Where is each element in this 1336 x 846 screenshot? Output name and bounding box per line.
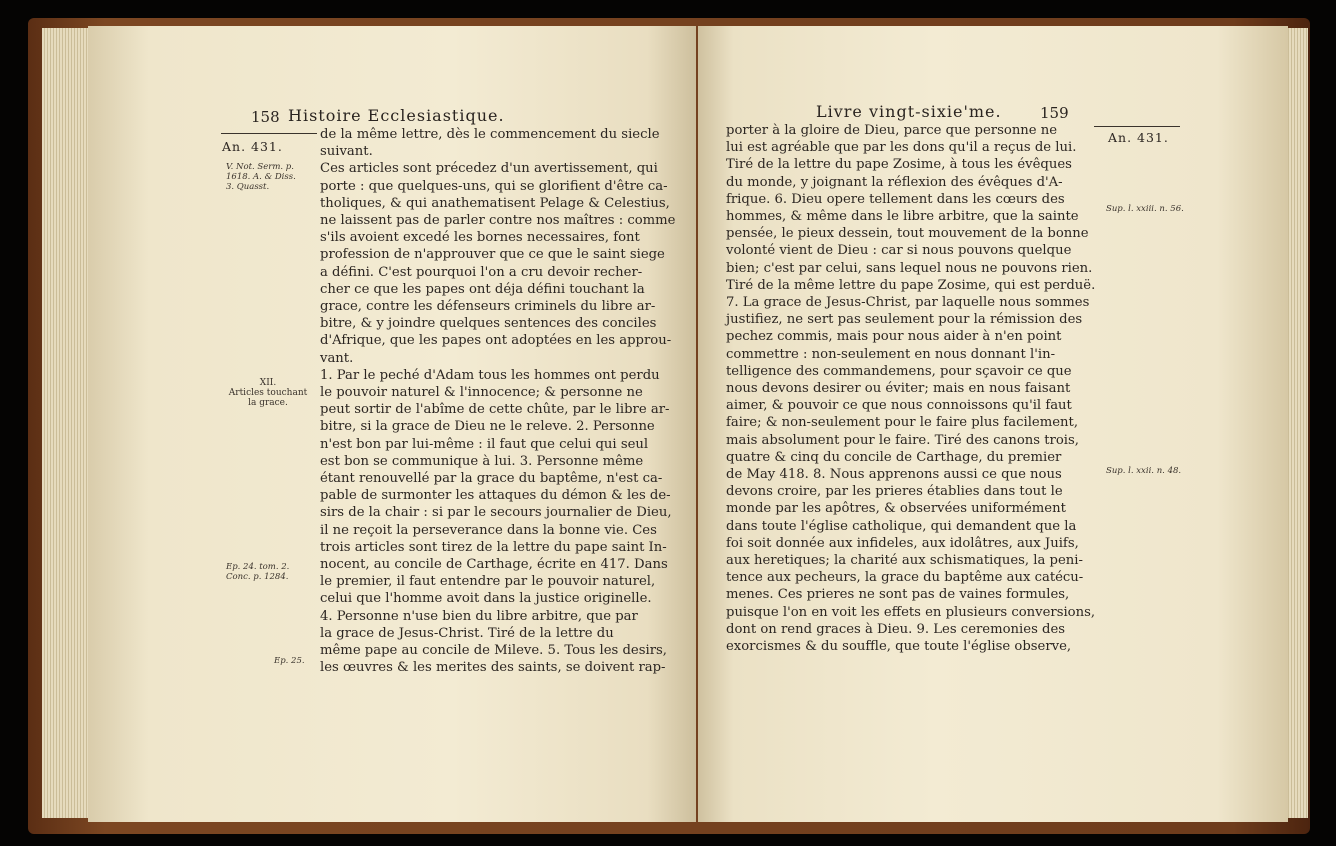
left-page-line: est bon se communique à lui. 3. Personne même <box>320 453 644 469</box>
left-page-line: s'ils avoient excedé les bornes necessaires, font <box>320 230 640 246</box>
margin-note-ref-1: V. Not. Serm. p. 1618. A. & Diss. 3. Quasst. <box>226 162 296 192</box>
left-page-line: de la même lettre, dès le commencement du siecle <box>320 127 660 142</box>
right-page-line: quatre & cinq du concile de Carthage, du premier <box>726 449 1062 465</box>
left-page-line: le premier, il faut entendre par le pouvoir naturel, <box>320 574 656 590</box>
year-rule <box>221 133 317 134</box>
right-page-line: justifiez, ne sert pas seulement pour la rémission des <box>726 312 1083 328</box>
left-page-line: même pape au concile de Mileve. 5. Tous les desirs, <box>320 643 667 659</box>
left-page-line: la grace de Jesus-Christ. Tiré de la lettre du <box>320 625 614 641</box>
left-page-line: d'Afrique, que les papes ont adoptées en les approu- <box>320 333 672 349</box>
right-year-label: An. 431. <box>1108 130 1169 145</box>
left-page-line: pable de surmonter les attaques du démon & les de- <box>320 488 671 504</box>
right-page-line: menes. Ces prieres ne sont pas de vaines formules, <box>726 587 1070 603</box>
right-page-line: volonté vient de Dieu : car si nous pouvons quelque <box>726 243 1072 259</box>
right-body-text <box>726 122 1095 655</box>
left-page-line: il ne reçoit la perseverance dans la bonne vie. Ces <box>320 522 657 538</box>
right-page-line: de May 418. 8. Nous apprenons aussi ce que nous <box>726 467 1062 483</box>
right-page-line: puisque l'on en voit les effets en plusieurs conversions, <box>726 604 1096 620</box>
left-page-line: suivant. <box>320 144 373 160</box>
left-page-line: tholiques, & qui anathematisent Pelage & Celestius, <box>320 195 670 211</box>
left-running-header: Histoire Ecclesiastique. <box>288 106 505 125</box>
right-page-line: lui est agréable que par les dons qu'il a reçus de lui. <box>726 140 1077 156</box>
left-page-line: vant. <box>320 350 354 366</box>
right-page-line: 7. La grace de Jesus-Christ, par laquelle nous sommes <box>726 295 1090 311</box>
left-page-line: bitre, si la grace de Dieu ne le releve. 2. Personne <box>320 419 655 435</box>
left-page <box>88 26 696 822</box>
right-running-header: Livre vingt-sixie'me. <box>816 102 1002 121</box>
section-title-cont: la grace. <box>248 398 288 408</box>
right-page-line: monde par les apôtres, & observées uniformément <box>726 501 1066 517</box>
left-page-line: grace, contre les défenseurs criminels du libre ar- <box>320 299 656 315</box>
right-page-line: dont on rend graces à Dieu. 9. Les ceremonies des <box>726 621 1066 637</box>
right-page-line: foi soit donnée aux infideles, aux idolâtres, aux Juifs, <box>726 535 1079 551</box>
margin-note-sup-1: Sup. l. xxiii. n. 56. <box>1106 204 1184 214</box>
left-page-number: 158 <box>251 108 280 126</box>
right-page-line: porter à la gloire de Dieu, parce que personne ne <box>726 123 1058 138</box>
right-page-line: frique. 6. Dieu opere tellement dans les cœurs des <box>726 191 1065 207</box>
right-page-line: tence aux pecheurs, la grace du baptême aux catécu- <box>726 570 1084 586</box>
right-page-line: pensée, le pieux dessein, tout mouvement de la bonne <box>726 226 1089 242</box>
right-page-line: mais absolument pour le faire. Tiré des canons trois, <box>726 432 1079 448</box>
right-page-line: aux heretiques; la charité aux schismatiques, la peni- <box>726 553 1083 569</box>
open-book <box>28 18 1310 834</box>
section-heading <box>218 378 318 408</box>
right-page-line: du monde, y joignant la réflexion des évêques d'A- <box>726 174 1063 190</box>
right-page-line: Tiré de la même lettre du pape Zosime, qui est perduë. <box>726 277 1096 293</box>
left-page-edges <box>42 28 90 818</box>
right-page-line: telligence des commandemens, pour sçavoir ce que <box>726 363 1072 379</box>
left-page-line: 4. Personne n'use bien du libre arbitre, que par <box>320 608 638 624</box>
right-page-line: exorcismes & du souffle, que toute l'église observe, <box>726 639 1072 655</box>
left-page-line: profession de n'approuver que ce que le saint siege <box>320 247 665 263</box>
left-page-line: porte : que quelques-uns, qui se glorifient d'être ca- <box>320 178 668 194</box>
left-page-line: bitre, & y joindre quelques sentences des conciles <box>320 316 657 332</box>
left-page-line: étant renouvellé par la grace du baptême, n'est ca- <box>320 471 663 487</box>
left-page-line: celui que l'homme avoit dans la justice originelle. <box>320 591 652 607</box>
right-page-line: commettre : non-seulement en nous donnant l'in- <box>726 346 1056 362</box>
margin-note-ref-3: Ep. 25. <box>274 656 305 666</box>
left-page-line: cher ce que les papes ont déja défini touchant la <box>320 281 645 297</box>
right-page-edges <box>1286 28 1308 818</box>
section-number: XII. <box>259 378 277 388</box>
left-page-line: 1. Par le peché d'Adam tous les hommes ont perdu <box>320 367 660 383</box>
right-page-number: 159 <box>1040 104 1069 122</box>
right-page-line: aimer, & pouvoir ce que nous connoissons qu'il faut <box>726 398 1072 414</box>
left-page-line: le pouvoir naturel & l'innocence; & personne ne <box>320 385 643 401</box>
left-page-line: Ces articles sont précedez d'un avertissement, qui <box>320 161 658 177</box>
right-page-line: hommes, & même dans le libre arbitre, que la sainte <box>726 209 1079 225</box>
margin-note-ref-2: Ep. 24. tom. 2. Conc. p. 1284. <box>226 562 290 582</box>
left-page-line: les œuvres & les merites des saints, se doivent rap- <box>320 660 666 676</box>
left-page-line: peut sortir de l'abîme de cette chûte, par le libre ar- <box>320 402 670 418</box>
left-page-line: n'est bon par lui-même : il faut que celui qui seul <box>320 436 649 452</box>
section-title: Articles touchant <box>228 388 308 398</box>
right-page <box>698 26 1288 822</box>
left-page-line: a défini. C'est pourquoi l'on a cru devoir recher- <box>320 264 643 280</box>
left-page-line: nocent, au concile de Carthage, écrite en 417. Dans <box>320 557 668 573</box>
right-page-line: dans toute l'église catholique, qui demandent que la <box>726 518 1077 534</box>
year-rule-right <box>1094 126 1180 127</box>
left-year-label: An. 431. <box>222 139 283 154</box>
right-page-line: faire; & non-seulement pour le faire plus facilement, <box>726 415 1079 431</box>
right-page-line: Tiré de la lettre du pape Zosime, à tous les évêques <box>726 157 1072 173</box>
left-page-line: sirs de la chair : si par le secours journalier de Dieu, <box>320 505 672 521</box>
right-page-line: pechez commis, mais pour nous aider à n'en point <box>726 329 1062 345</box>
left-page-line: ne laissent pas de parler contre nos maîtres : comme <box>320 213 676 229</box>
margin-note-sup-2: Sup. l. xxii. n. 48. <box>1106 466 1182 476</box>
left-body-text <box>320 126 675 677</box>
right-page-line: nous devons desirer ou éviter; mais en nous faisant <box>726 381 1071 397</box>
right-page-line: bien; c'est par celui, sans lequel nous ne pouvons rien. <box>726 260 1093 276</box>
left-page-line: trois articles sont tirez de la lettre du pape saint In- <box>320 539 667 555</box>
right-page-line: devons croire, par les prieres établies dans tout le <box>726 484 1063 500</box>
